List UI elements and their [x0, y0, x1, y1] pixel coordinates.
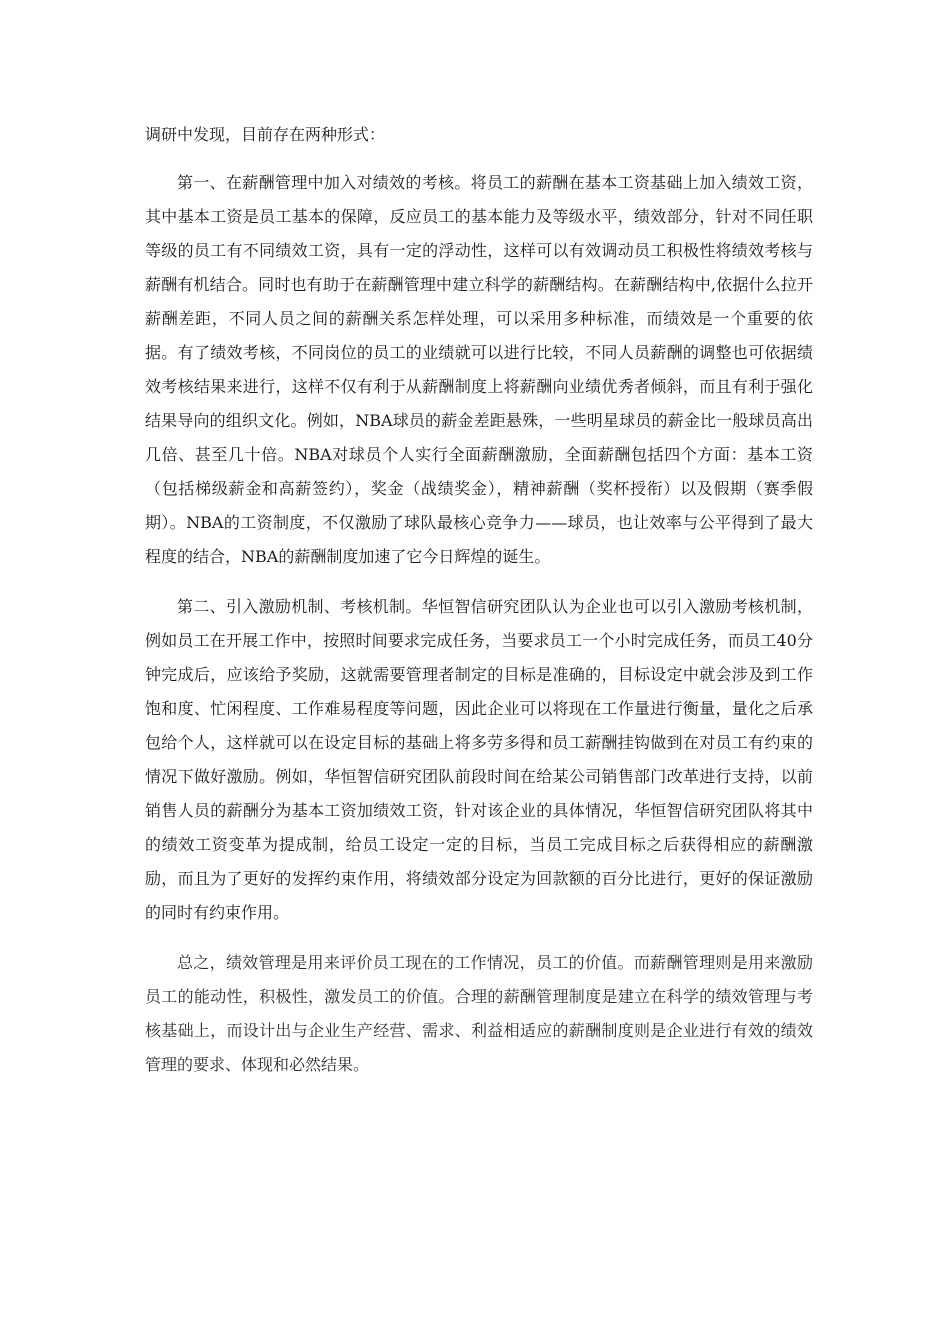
- intro-paragraph: 调研中发现，目前存在两种形式：: [145, 125, 386, 144]
- paragraph-conclusion: 总之，绩效管理是用来评价员工现在的工作情况，员工的价值。而薪酬管理则是用来激励员工的能动性，积极性，激发员工的价值。合理的薪酬管理制度是建立在科学的绩效管理与考核基础上，而设计出与企业生产经营、需求、利益相适应的薪酬制度则是企业进行有效的绩效管理的要求、体现和必然结果。: [145, 953, 813, 1074]
- paragraph-first-form: 第一、在薪酬管理中加入对绩效的考核。将员工的薪酬在基本工资基础上加入绩效工资，其中基本工资是员工基本的保障，反应员工的基本能力及等级水平，绩效部分，针对不同任职等级的员工有不同绩效工资，具有一定的浮动性，这样可以有效调动员工积极性将绩效考核与薪酬有机结合。同时也有助于在薪酬管理中建立科学的薪酬结构。在薪酬结构中,依据什么拉开薪酬差距，不同人员之间的薪酬关系怎样处理，可以采用多种标准，而绩效是一个重要的依据。有了绩效考核，不同岗位的员工的业绩就可以进行比较，不同人员薪酬的调整也可依据绩效考核结果来进行，这样不仅有利于从薪酬制度上将薪酬向业绩优秀者倾斜，而且有利于强化结果导向的组织文化。例如，NBA球员的薪金差距悬殊，一些明星球员的薪金比一般球员高出几倍、甚至几十倍。NBA对球员个人实行全面薪酬激励，全面薪酬包括四个方面：基本工资（包括梯级薪金和高薪签约），奖金（战绩奖金），精神薪酬（奖杯授衔）以及假期（赛季假期）。NBA的工资制度，不仅激励了球队最核心竞争力——球员，也让效率与公平得到了最大程度的结合，NBA的薪酬制度加速了它今日辉煌的诞生。: [145, 173, 813, 566]
- paragraph-second-form: 第二、引入激励机制、考核机制。华恒智信研究团队认为企业也可以引入激励考核机制，例如员工在开展工作中，按照时间要求完成任务，当要求员工一个小时完成任务，而员工40分钟完成后，应该给予奖励，这就需要管理者制定的目标是准确的，目标设定中就会涉及到工作饱和度、忙闲程度、工作难易程度等问题，因此企业可以将现在工作量进行衡量，量化之后承包给个人，这样就可以在设定目标的基础上将多劳多得和员工薪酬挂钩做到在对员工有约束的情况下做好激励。例如，华恒智信研究团队前段时间在给某公司销售部门改革进行支持，以前销售人员的薪酬分为基本工资加绩效工资，针对该企业的具体情况，华恒智信研究团队将其中的绩效工资变革为提成制，给员工设定一定的目标，当员工完成目标之后获得相应的薪酬激励，而且为了更好的发挥约束作用，将绩效部分设定为回款额的百分比进行，更好的保证激励的同时有约束作用。: [145, 597, 813, 922]
- document-body: [145, 118, 813, 1098]
